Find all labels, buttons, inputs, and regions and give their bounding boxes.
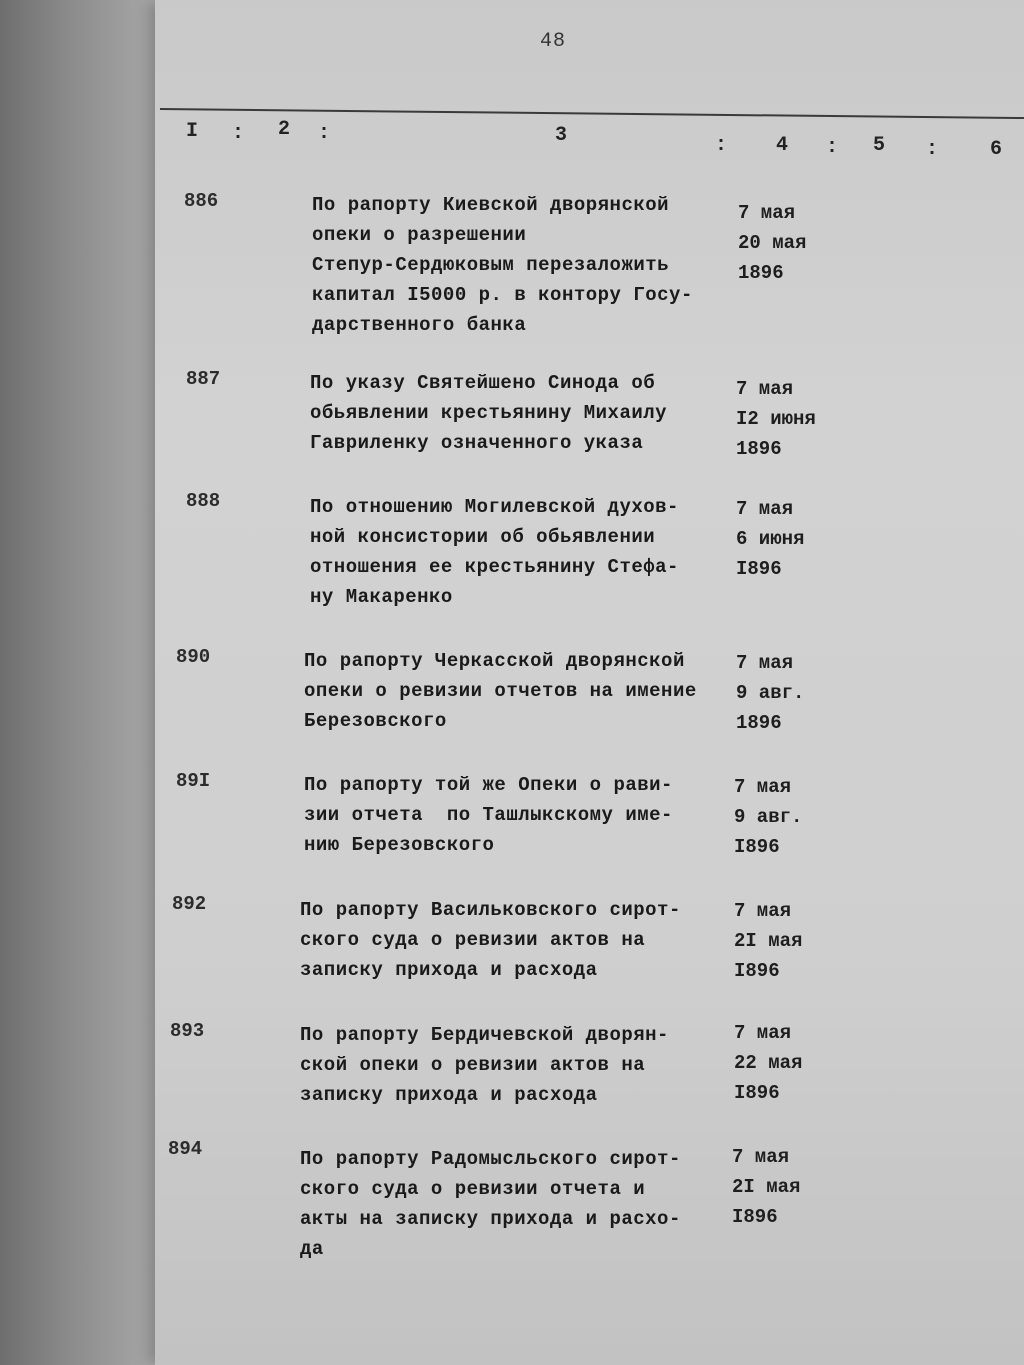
entry-number: 894 xyxy=(168,1138,203,1160)
column-header: I xyxy=(186,120,199,143)
column-header: 3 xyxy=(555,124,568,147)
entry-number: 887 xyxy=(186,368,221,390)
column-header: : xyxy=(926,138,939,161)
entry-date: 7 мая xyxy=(736,498,794,520)
entry-date: 7 мая xyxy=(736,652,794,674)
entry-dates xyxy=(736,648,804,738)
entry-dates xyxy=(732,1142,800,1232)
entry-description-line: нию Березовского xyxy=(304,834,495,856)
entry-description-line: отношения ее крестьянину Стефа- xyxy=(310,556,679,578)
column-header: : xyxy=(826,136,839,159)
entry-description-line: По рапорту Бердичевской дворян- xyxy=(300,1024,669,1046)
entry-number: 888 xyxy=(186,490,221,512)
column-header: 6 xyxy=(990,138,1003,161)
entry-description-line: По рапорту Васильковского сирот- xyxy=(300,899,681,921)
page-number: 48 xyxy=(540,30,567,53)
entry-description xyxy=(304,770,673,860)
entry-description-line: По рапорту той же Опеки о рави- xyxy=(304,774,673,796)
entry-date: 2I мая xyxy=(734,930,803,952)
entry-description-line: Гавриленку означенного указа xyxy=(310,432,644,454)
entry-date: I896 xyxy=(734,960,780,982)
column-header: : xyxy=(232,122,245,145)
column-header: : xyxy=(715,134,728,157)
entry-date: I2 июня xyxy=(736,408,816,430)
entry-date: 7 мая xyxy=(734,900,792,922)
entry-number: 89I xyxy=(176,770,211,792)
entry-description-line: обьявлении крестьянину Михаилу xyxy=(310,402,668,424)
column-header: 2 xyxy=(278,118,291,141)
entry-number: 892 xyxy=(172,893,207,915)
entry-description-line: ной консистории об обьявлении xyxy=(310,526,656,548)
entry-description xyxy=(300,1144,681,1264)
entry-date: 1896 xyxy=(736,712,782,734)
entry-description-line: По рапорту Киевской дворянской xyxy=(312,194,670,216)
entry-date: 1896 xyxy=(736,438,782,460)
entry-number: 886 xyxy=(184,190,219,212)
entry-description-line: опеки о разрешении xyxy=(312,224,527,246)
entry-description-line: ской опеки о ревизии актов на xyxy=(300,1054,646,1076)
entry-dates xyxy=(738,198,806,288)
entry-description-line: ну Макаренко xyxy=(310,586,453,608)
entry-description-line: Степур-Сердюковым перезаложить xyxy=(312,254,670,276)
entry-description-line: опеки о ревизии отчетов на имение xyxy=(304,680,697,702)
entry-dates xyxy=(734,1018,802,1108)
entry-description-line: По рапорту Радомысльского сирот- xyxy=(300,1148,681,1170)
entry-number: 890 xyxy=(176,646,211,668)
entry-date: I896 xyxy=(734,1082,780,1104)
entry-date: 9 авг. xyxy=(734,806,803,828)
column-header: : xyxy=(318,122,331,145)
entry-description-line: зии отчета по Ташлыкскому име- xyxy=(304,804,673,826)
entry-date: 7 мая xyxy=(736,378,794,400)
entry-dates xyxy=(734,896,802,986)
entry-description-line: По рапорту Черкасской дворянской xyxy=(304,650,685,672)
column-header: 4 xyxy=(776,134,789,157)
entry-date: I896 xyxy=(734,836,780,858)
entry-date: 7 мая xyxy=(732,1146,790,1168)
entry-date: 2I мая xyxy=(732,1176,801,1198)
entry-date: 7 мая xyxy=(734,776,792,798)
entry-date: I896 xyxy=(732,1206,778,1228)
entry-date: 9 авг. xyxy=(736,682,805,704)
book-gutter-shadow xyxy=(0,0,165,1365)
entry-description xyxy=(310,492,679,612)
entry-date: 6 июня xyxy=(736,528,805,550)
entry-description-line: ского суда о ревизии актов на xyxy=(300,929,646,951)
entry-description-line: да xyxy=(300,1238,324,1260)
entry-date: 20 мая xyxy=(738,232,807,254)
entry-description-line: ского суда о ревизии отчета и xyxy=(300,1178,646,1200)
entry-description xyxy=(300,895,681,985)
entry-description xyxy=(312,190,693,340)
entry-description xyxy=(304,646,697,736)
entry-dates xyxy=(736,374,816,464)
entry-description-line: По указу Святейшено Синода об xyxy=(310,372,656,394)
entry-date: I896 xyxy=(736,558,782,580)
entry-description-line: записку прихода и расхода xyxy=(300,959,598,981)
entry-description-line: записку прихода и расхода xyxy=(300,1084,598,1106)
column-header: 5 xyxy=(873,134,886,157)
entry-description-line: дарственного банка xyxy=(312,314,527,336)
entry-date: 7 мая xyxy=(734,1022,792,1044)
entry-description xyxy=(300,1020,669,1110)
entry-description-line: Березовского xyxy=(304,710,447,732)
entry-date: 7 мая xyxy=(738,202,796,224)
entry-description xyxy=(310,368,667,458)
entry-description-line: По отношению Могилевской духов- xyxy=(310,496,679,518)
entry-description-line: акты на записку прихода и расхо- xyxy=(300,1208,681,1230)
entry-dates xyxy=(736,494,804,584)
entry-date: 1896 xyxy=(738,262,784,284)
entry-number: 893 xyxy=(170,1020,205,1042)
entry-date: 22 мая xyxy=(734,1052,803,1074)
entry-description-line: капитал I5000 р. в контору Госу- xyxy=(312,284,693,306)
entry-dates xyxy=(734,772,802,862)
